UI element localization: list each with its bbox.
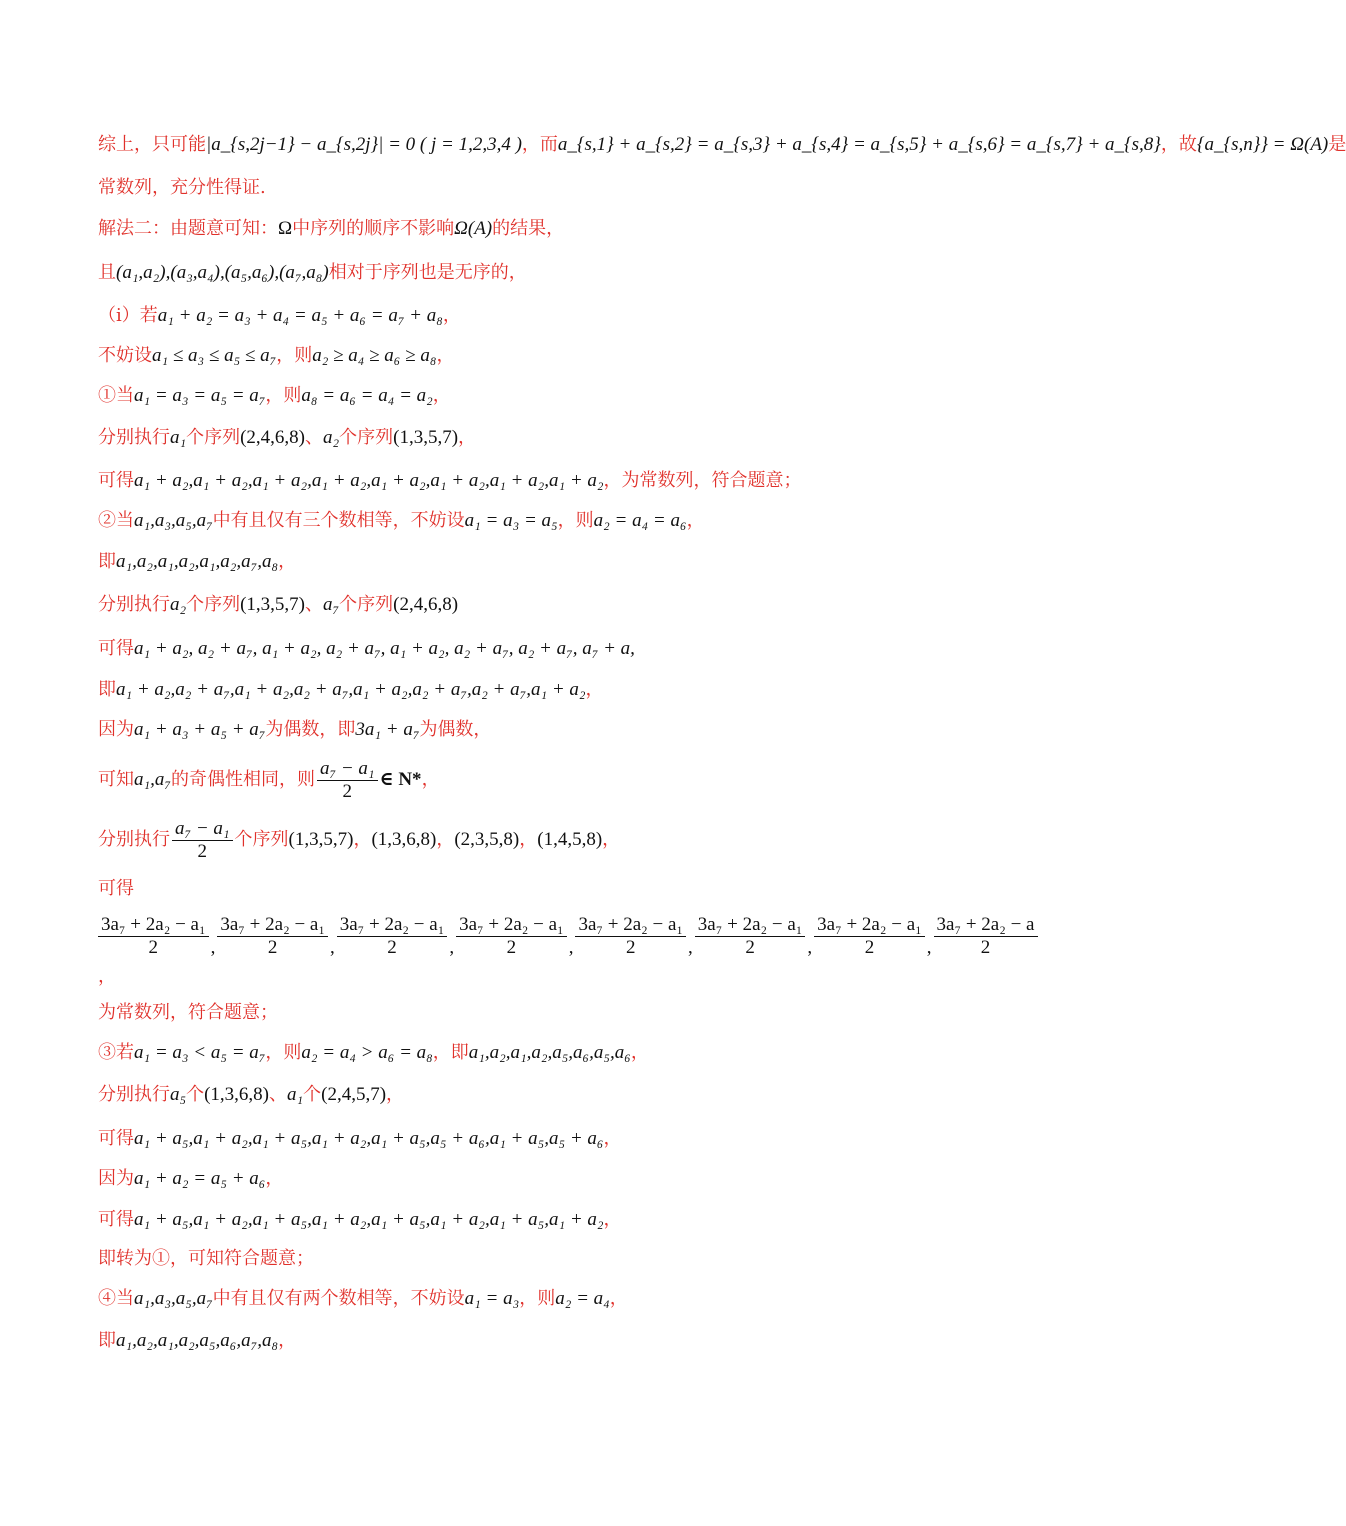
- fraction-denominator: 2: [387, 937, 397, 958]
- text-line: [98, 216, 998, 242]
- fraction-denominator: 2: [745, 937, 755, 958]
- text-span: 个序列: [186, 427, 241, 448]
- text-line: [98, 132, 1346, 158]
- text-line: [98, 636, 998, 662]
- text-span: 不妨设: [98, 345, 152, 366]
- math-span: (1,3,6,8): [371, 829, 437, 850]
- math-span: a₁ + a₂ = a₅ + a₆: [134, 1168, 266, 1189]
- fraction-row: [98, 914, 1035, 959]
- math-span: a₁ ≤ a₃ ≤ a₅ ≤ a₇: [152, 345, 277, 366]
- text-span: ，: [686, 510, 705, 531]
- text-line: [98, 816, 998, 864]
- math-span: (1,4,5,8): [537, 829, 603, 850]
- fraction: [172, 818, 233, 863]
- math-span: a₂: [323, 427, 340, 448]
- fraction: [695, 914, 806, 959]
- fraction: [934, 914, 1038, 959]
- text-span: ，: [386, 1084, 405, 1105]
- math-span: a_{s,1} + a_{s,2} = a_{s,3} + a_{s,4} = a_{s,5} + a_{s,6} = a_{s,7} + a_{s,8}: [557, 134, 1161, 155]
- text-span: ，: [98, 966, 116, 987]
- fraction: [317, 758, 378, 803]
- fraction-numerator: a₇ − a₁: [172, 818, 233, 841]
- text-span: ，: [602, 829, 621, 850]
- math-span: a₁ + a₅,a₁ + a₂,a₁ + a₅,a₁ + a₂,a₁ + a₅,a₁ + a₂,a₁ + a₅,a₁ + a₂: [134, 1209, 604, 1230]
- fraction-numerator: 3a₇ + 2a₂ − a₁: [695, 914, 806, 937]
- text-span: 即: [98, 551, 116, 572]
- text-span: 且: [98, 262, 116, 283]
- math-span: (2,4,6,8): [240, 427, 306, 448]
- text-span: ，则: [557, 510, 594, 531]
- text-line: [98, 468, 998, 494]
- fraction: [217, 914, 328, 959]
- text-span: 分别执行: [98, 1084, 170, 1105]
- comma: ,: [329, 937, 335, 958]
- text-span: 个序列: [186, 594, 241, 615]
- text-span: 即: [98, 1330, 116, 1351]
- text-span: 因为: [98, 719, 134, 740]
- text-line: [98, 717, 998, 743]
- text-span: 个: [303, 1084, 322, 1105]
- text-line: [98, 425, 998, 451]
- text-span: 为偶数，即: [265, 719, 356, 740]
- math-span: (1,3,5,7): [288, 829, 354, 850]
- text-span: ，而: [521, 134, 558, 155]
- text-span: 、: [305, 427, 324, 448]
- fraction-denominator: 2: [148, 937, 159, 958]
- math-span: a₅: [170, 1084, 187, 1105]
- math-span: a₁: [287, 1084, 304, 1105]
- math-span: Ω: [278, 218, 293, 239]
- math-span: a₁,a₇: [134, 769, 171, 790]
- text-span: 个序列: [234, 829, 289, 850]
- text-line: [98, 175, 998, 201]
- text-line: [98, 303, 998, 329]
- fraction: [814, 914, 925, 959]
- math-span: a₂ = a₄ > a₆ = a₈: [301, 1042, 433, 1063]
- text-span: 解法二：由题意可知：: [98, 218, 278, 239]
- text-span: ，则: [276, 345, 313, 366]
- math-span: 3a₁ + a₇: [355, 719, 420, 740]
- fraction: [98, 914, 209, 959]
- text-span: 中序列的顺序不影响: [292, 218, 455, 239]
- math-span: a₁,a₂,a₁,a₂,a₁,a₂,a₇,a₈: [116, 551, 279, 572]
- math-span: a₁,a₃,a₅,a₇: [134, 1288, 213, 1309]
- text-line: [98, 592, 998, 618]
- math-span: a₁ + a₅,a₁ + a₂,a₁ + a₅,a₁ + a₂,a₁ + a₅,a₅ + a₆,a₁ + a₅,a₅ + a₆: [134, 1128, 604, 1149]
- fraction-denominator: 2: [342, 780, 352, 802]
- text-span: 为常数列，符合题意；: [98, 1002, 278, 1023]
- math-span: (1,3,5,7): [240, 594, 306, 615]
- text-line: [98, 1040, 998, 1066]
- text-span: ，: [353, 829, 372, 850]
- math-span: a₁ = a₃: [464, 1288, 520, 1309]
- text-span: ④当: [98, 1288, 134, 1309]
- comma: ,: [688, 937, 693, 958]
- fraction-denominator: 2: [625, 937, 636, 958]
- text-span: 、: [305, 594, 324, 615]
- text-span: 为偶数，: [419, 719, 492, 740]
- text-span: 可得: [98, 470, 134, 491]
- text-span: 相对于序列也是无序的，: [328, 262, 527, 283]
- text-span: 分别执行: [98, 594, 170, 615]
- text-span: ，: [585, 679, 604, 700]
- text-line: [98, 756, 998, 804]
- fraction: [575, 914, 686, 959]
- math-span: (2,3,5,8): [454, 829, 520, 850]
- math-span: (1,3,5,7): [393, 427, 459, 448]
- text-span: 的奇偶性相同，则: [170, 769, 315, 790]
- text-span: 个序列: [339, 427, 394, 448]
- text-line: [98, 964, 998, 990]
- text-line: [98, 343, 998, 369]
- math-span: a₂: [170, 594, 187, 615]
- text-span: ②当: [98, 510, 134, 531]
- fraction-numerator: a₇ − a₁: [317, 758, 378, 781]
- text-line: [98, 677, 998, 703]
- text-span: 可得: [98, 1209, 134, 1230]
- fraction-denominator: 2: [980, 937, 991, 958]
- fraction: [337, 914, 448, 959]
- text-span: 分别执行: [98, 829, 170, 850]
- fraction-numerator: 3a₇ + 2a₂ − a₁: [456, 914, 567, 937]
- text-span: 个序列: [339, 594, 394, 615]
- math-span: (a₁,a₂),(a₃,a₄),(a₅,a₆),(a₇,a₈): [116, 262, 329, 283]
- text-span: 可得: [98, 638, 134, 659]
- math-span: a₁ + a₃ + a₅ + a₇: [134, 719, 266, 740]
- math-span: a₂ = a₄ = a₆: [593, 510, 687, 531]
- fraction-numerator: 3a₇ + 2a₂ − a₁: [575, 914, 686, 937]
- text-span: 个: [186, 1084, 205, 1105]
- math-span: (1,3,6,8): [204, 1084, 270, 1105]
- comma: ,: [568, 937, 574, 958]
- comma: ,: [926, 937, 932, 958]
- text-span: 分别执行: [98, 427, 170, 448]
- text-span: ，: [421, 769, 440, 790]
- text-span: ，: [603, 1209, 622, 1230]
- text-line: [98, 549, 998, 575]
- text-span: ③若: [98, 1042, 134, 1063]
- text-span: 即转为①，可知符合题意；: [98, 1248, 314, 1269]
- text-span: 常数列，充分性得证.: [98, 177, 266, 198]
- fraction-numerator: 3a₇ + 2a₂ − a: [934, 914, 1038, 937]
- text-span: ，: [442, 305, 461, 326]
- text-span: ，: [265, 1168, 284, 1189]
- text-span: ，则: [519, 1288, 556, 1309]
- text-span: ，: [603, 1128, 622, 1149]
- text-span: ，: [519, 829, 538, 850]
- fraction-numerator: 3a₇ + 2a₂ − a₁: [98, 914, 209, 937]
- text-span: ，: [436, 829, 455, 850]
- math-span: |a_{s,2j−1} − a_{s,2j}| = 0 ( j = 1,2,3,4 ): [206, 134, 522, 155]
- text-line: [98, 1286, 998, 1312]
- text-span: ，则: [265, 1042, 302, 1063]
- fraction-numerator: 3a₇ + 2a₂ − a₁: [337, 914, 448, 937]
- math-span: ∈ N*: [379, 769, 422, 790]
- fraction: [456, 914, 567, 959]
- math-span: a₁,a₃,a₅,a₇: [134, 510, 213, 531]
- fraction-denominator: 2: [197, 840, 208, 862]
- text-line: [98, 1207, 998, 1233]
- text-span: 的结果，: [492, 218, 565, 239]
- math-span: a₁ + a₂,a₁ + a₂,a₁ + a₂,a₁ + a₂,a₁ + a₂,a₁ + a₂,a₁ + a₂,a₁ + a₂: [134, 470, 604, 491]
- text-span: ，: [630, 1042, 649, 1063]
- math-span: a₁ + a₂, a₂ + a₇, a₁ + a₂, a₂ + a₇, a₁ + a₂, a₂ + a₇, a₂ + a₇, a₇ + a,: [134, 638, 635, 659]
- text-span: ，故: [1160, 134, 1197, 155]
- text-span: ，: [278, 551, 297, 572]
- math-span: a₁: [170, 427, 187, 448]
- text-span: ，: [609, 1288, 628, 1309]
- text-span: ，: [458, 427, 477, 448]
- math-span: a₂ = a₄: [555, 1288, 610, 1309]
- fraction-numerator: 3a₇ + 2a₂ − a₁: [217, 914, 328, 937]
- text-span: ，: [436, 345, 455, 366]
- text-span: 中有且仅有三个数相等，不妨设: [212, 510, 465, 531]
- math-span: a₁ = a₃ < a₅ = a₇: [134, 1042, 266, 1063]
- math-span: (2,4,6,8): [393, 594, 459, 615]
- fraction-denominator: 2: [267, 937, 278, 958]
- text-span: 是: [1328, 134, 1346, 155]
- text-line: [98, 260, 998, 286]
- math-span: a₁ + a₂,a₂ + a₇,a₁ + a₂,a₂ + a₇,a₁ + a₂,a₂ + a₇,a₂ + a₇,a₁ + a₂: [116, 679, 586, 700]
- comma: ,: [807, 937, 813, 958]
- math-span: a₁,a₂,a₁,a₂,a₅,a₆,a₇,a₈: [116, 1330, 279, 1351]
- comma: ,: [210, 937, 216, 958]
- text-span: ，即: [432, 1042, 469, 1063]
- text-span: 中有且仅有两个数相等，不妨设: [212, 1288, 465, 1309]
- text-span: ，则: [265, 385, 302, 406]
- math-span: (2,4,5,7): [321, 1084, 387, 1105]
- text-span: 、: [269, 1084, 288, 1105]
- text-span: ，: [278, 1330, 297, 1351]
- math-span: a₁ = a₃ = a₅: [464, 510, 558, 531]
- math-span: a₁,a₂,a₁,a₂,a₅,a₆,a₅,a₆: [468, 1042, 631, 1063]
- fraction-numerator: 3a₇ + 2a₂ − a₁: [814, 914, 925, 937]
- comma: ,: [449, 937, 455, 958]
- text-line: [98, 1166, 998, 1192]
- text-span: 可得: [98, 1128, 134, 1149]
- text-span: 可得: [98, 878, 134, 899]
- math-span: a₈ = a₆ = a₄ = a₂: [301, 385, 433, 406]
- fraction-denominator: 2: [864, 937, 875, 958]
- math-span: a₁ + a₂ = a₃ + a₄ = a₅ + a₆ = a₇ + a₈: [157, 305, 443, 326]
- math-span: {a_{s,n}} = Ω(A): [1196, 134, 1329, 155]
- text-line: [98, 1328, 998, 1354]
- text-span: 因为: [98, 1168, 134, 1189]
- math-span: Ω(A): [454, 218, 493, 239]
- text-line: [98, 1246, 998, 1272]
- text-line: [98, 1000, 998, 1026]
- text-line: [98, 1126, 998, 1152]
- text-span: （ⅰ）若: [98, 305, 158, 326]
- text-span: 综上，只可能: [98, 134, 206, 155]
- text-span: ①当: [98, 385, 134, 406]
- fraction-denominator: 2: [506, 937, 517, 958]
- text-line: [98, 876, 998, 902]
- text-line: [98, 1082, 998, 1108]
- math-span: a₁ = a₃ = a₅ = a₇: [134, 385, 266, 406]
- math-span: a₇: [323, 594, 340, 615]
- text-line: [98, 383, 998, 409]
- text-span: ，: [432, 385, 451, 406]
- text-span: 即: [98, 679, 116, 700]
- math-span: a₂ ≥ a₄ ≥ a₆ ≥ a₈: [312, 345, 437, 366]
- text-span: 可知: [98, 769, 134, 790]
- text-line: [98, 508, 998, 534]
- text-span: ，为常数列，符合题意；: [603, 470, 802, 491]
